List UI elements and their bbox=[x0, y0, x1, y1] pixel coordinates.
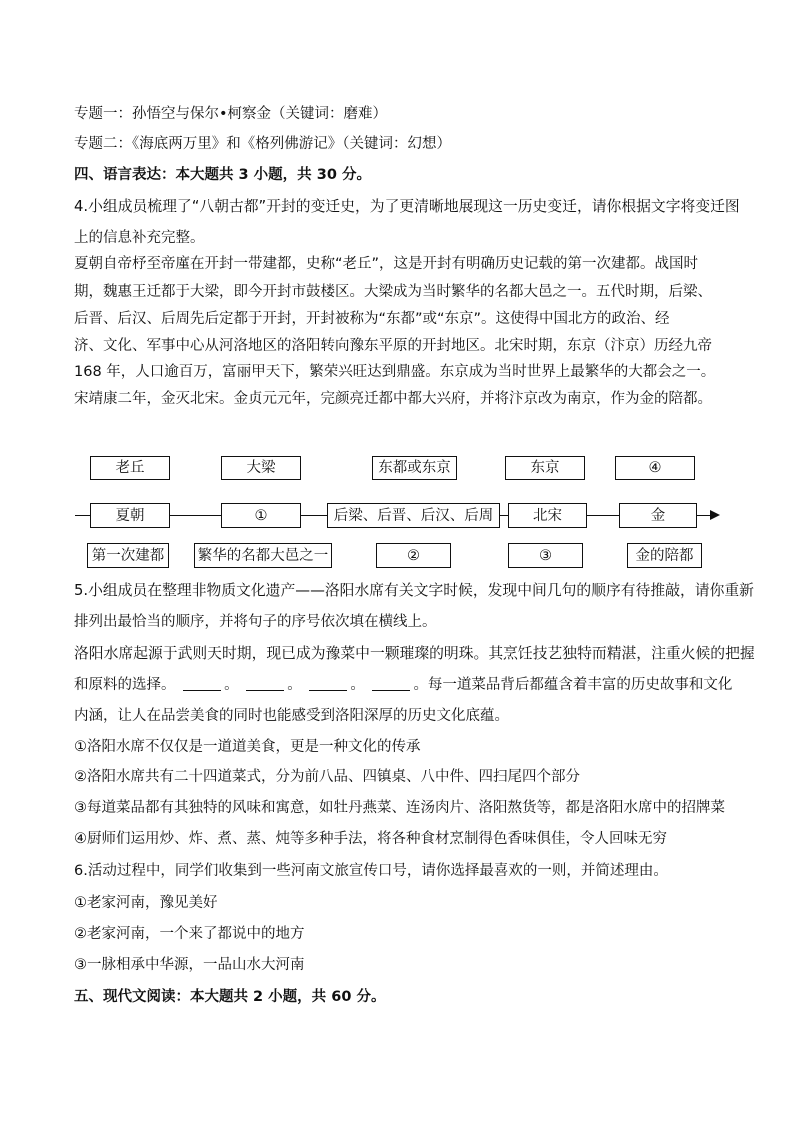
blank-separator-1: 。 bbox=[224, 677, 239, 693]
kaifeng-timeline-diagram bbox=[70, 448, 730, 578]
middle-box-2: ① bbox=[221, 503, 301, 528]
top-box-5: ④ bbox=[615, 456, 695, 480]
blank-separator-3: 。 bbox=[350, 677, 365, 693]
section-5-heading-prefix: 五、现代文阅读： bbox=[74, 989, 190, 1005]
q5-prompt-line-1: 5.小组成员在整理非物质文化遗产——洛阳水席有关文字时候，发现中间几句的顺序有待推敲，请你重新 bbox=[74, 582, 754, 599]
q6-option-1: ①老家河南，豫见美好 bbox=[74, 895, 218, 911]
q4-passage-line-4: 济、文化、军事中心从河洛地区的洛阳转向豫东平原的开封地区。北宋时期，东京（汴京）历经九帝 bbox=[74, 338, 712, 354]
q5-passage-line-1: 洛阳水席起源于武则天时期，现已成为豫菜中一颗璀璨的明珠。其烹饪技艺独特而精湛，注重火候的把握 bbox=[74, 645, 755, 662]
top-box-4: 东京 bbox=[505, 456, 585, 480]
middle-box-4: 北宋 bbox=[508, 503, 587, 528]
bottom-box-1: 第一次建都 bbox=[87, 543, 169, 568]
bottom-box-3: ② bbox=[376, 543, 451, 568]
q5-passage-line-3: 内涵，让人在品尝美食的同时也能感受到洛阳深厚的历史文化底蕴。 bbox=[74, 708, 509, 724]
answer-blank-2[interactable] bbox=[246, 676, 284, 691]
q6-option-3: ③一脉相承中华源，一品山水大河南 bbox=[74, 957, 305, 973]
top-box-1: 老丘 bbox=[90, 456, 170, 480]
q4-passage-line-6: 宋靖康二年，金灭北宋。金贞元元年，完颜亮迁都中都大兴府，并将汴京改为南京，作为金的陪都。 bbox=[74, 391, 712, 407]
q5-passage-line-2 bbox=[74, 675, 732, 695]
q5-passage-line-2-end: 。每一道菜品背后都蕴含着丰富的历史故事和文化 bbox=[413, 677, 733, 693]
q4-passage-line-2: 期，魏惠王迁都于大梁，即今开封市鼓楼区。大梁成为当时繁华的名都大邑之一。五代时期，后梁、 bbox=[74, 284, 712, 300]
section-5-heading-rest: 本大题共 2 小题，共 60 分。 bbox=[190, 989, 386, 1005]
section-5-heading bbox=[74, 987, 385, 1007]
q5-option-3: ③每道菜品都有其独特的风味和寓意，如牡丹燕菜、连汤肉片、洛阳熬货等，都是洛阳水席中的招牌菜 bbox=[74, 800, 725, 816]
topic-1: 专题一：孙悟空与保尔•柯察金（关键词：磨难） bbox=[74, 106, 388, 122]
section-4-heading bbox=[74, 165, 371, 185]
answer-blank-1[interactable] bbox=[183, 676, 221, 691]
section-4-heading-rest: 本大题共 3 小题，共 30 分。 bbox=[175, 167, 371, 183]
q5-option-1: ①洛阳水席不仅仅是一道道美食，更是一种文化的传承 bbox=[74, 739, 421, 755]
q4-prompt-line-2: 上的信息补充完整。 bbox=[74, 230, 205, 246]
middle-box-5: 金 bbox=[619, 503, 697, 528]
middle-box-1: 夏朝 bbox=[90, 503, 170, 528]
topic-2: 专题二：《海底两万里》和《格列佛游记》（关键词：幻想） bbox=[74, 136, 451, 152]
top-box-3: 东都或东京 bbox=[372, 456, 457, 480]
q6-option-2: ②老家河南，一个来了都说中的地方 bbox=[74, 926, 305, 942]
blank-separator-2: 。 bbox=[287, 677, 302, 693]
answer-blank-3[interactable] bbox=[309, 676, 347, 691]
bottom-box-4: ③ bbox=[508, 543, 583, 568]
top-box-2: 大梁 bbox=[221, 456, 301, 480]
q4-prompt-line-1: 4.小组成员梳理了“八朝古都”开封的变迁史，为了更清晰地展现这一历史变迁，请你根据文字将变迁图 bbox=[74, 198, 740, 215]
answer-blank-4[interactable] bbox=[372, 676, 410, 691]
q4-passage-line-5: 168 年，人口逾百万，富丽甲天下，繁荣兴旺达到鼎盛。东京成为当时世界上最繁华的大都会之一。 bbox=[74, 364, 716, 380]
q5-option-2: ②洛阳水席共有二十四道菜式，分为前八品、四镇桌、八中件、四扫尾四个部分 bbox=[74, 769, 580, 785]
q4-passage-line-3: 后晋、后汉、后周先后定都于开封，开封被称为“东都”或“东京”。这使得中国北方的政治、经 bbox=[74, 311, 670, 327]
middle-box-3: 后梁、后晋、后汉、后周 bbox=[327, 503, 500, 528]
bottom-box-5: 金的陪都 bbox=[627, 543, 702, 568]
q5-prompt-line-2: 排列出最恰当的顺序，并将句子的序号依次填在横线上。 bbox=[74, 614, 437, 630]
timeline-arrow-icon bbox=[710, 510, 720, 520]
q5-passage-line-2-start: 和原料的选择。 bbox=[74, 677, 176, 693]
section-4-heading-prefix: 四、语言表达： bbox=[74, 167, 176, 183]
q5-option-4: ④厨师们运用炒、炸、煮、蒸、炖等多种手法，将各种食材烹制得色香味俱佳，令人回味无穷 bbox=[74, 831, 667, 847]
q6-prompt: 6.活动过程中，同学们收集到一些河南文旅宣传口号，请你选择最喜欢的一则，并简述理由。 bbox=[74, 863, 668, 879]
q4-passage-line-1: 夏朝自帝杼至帝廑在开封一带建都，史称“老丘”，这是开封有明确历史记载的第一次建都。战国时 bbox=[74, 256, 699, 272]
bottom-box-2: 繁华的名都大邑之一 bbox=[194, 543, 332, 568]
